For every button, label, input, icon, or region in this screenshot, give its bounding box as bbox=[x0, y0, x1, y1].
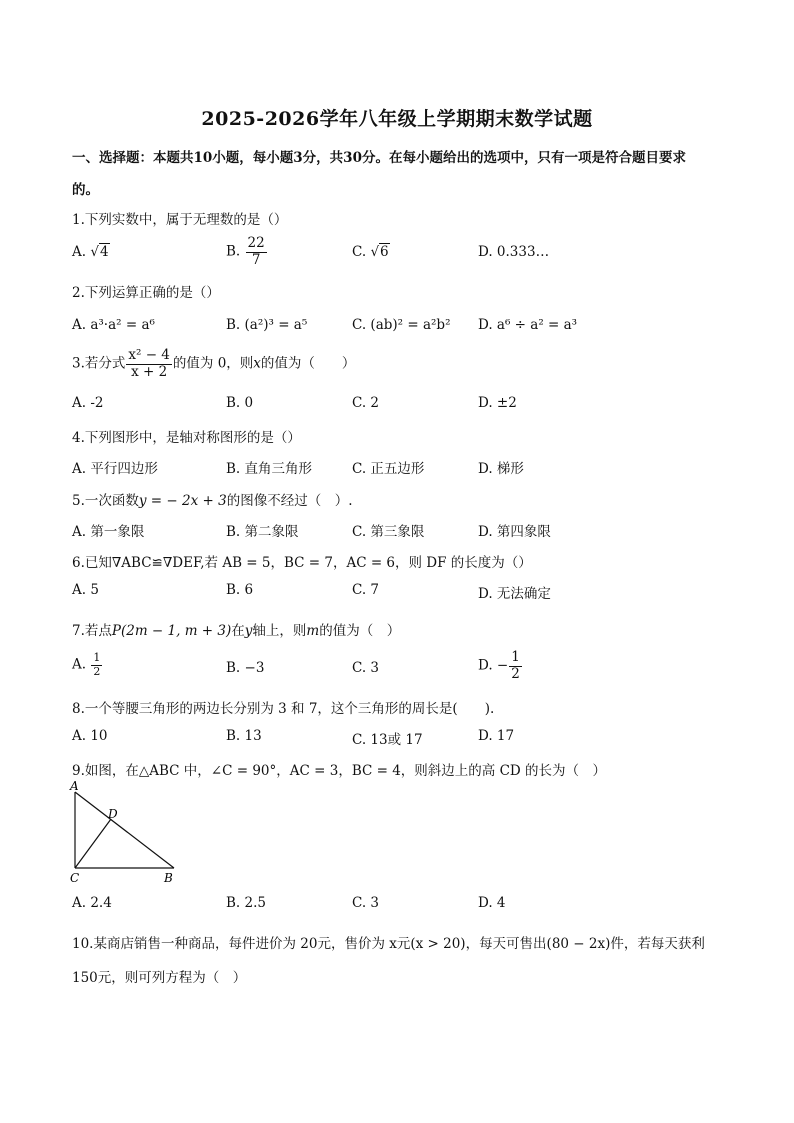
q7-option-a bbox=[72, 652, 103, 678]
q5-option-c: C. 第三象限 bbox=[352, 524, 425, 540]
q7-option-d-label: D. − bbox=[478, 657, 509, 674]
page-title: 2025-2026学年八年级上学期期末数学试题 bbox=[201, 108, 593, 130]
question-3 bbox=[72, 348, 355, 380]
q6-option-b: B. 6 bbox=[226, 582, 254, 598]
q7-point-expression: P(2m − 1, m + 3) bbox=[111, 623, 232, 639]
q7-option-d-fraction bbox=[509, 650, 522, 682]
q1-option-a-label: A. bbox=[72, 244, 87, 260]
q5-stem-post: 的图像不经过（ ）. bbox=[226, 493, 353, 509]
q7-stem-post: 轴上，则 bbox=[252, 623, 307, 639]
q9-option-d: D. 4 bbox=[478, 895, 506, 911]
label-a: A bbox=[70, 780, 79, 793]
q4-option-b: B. 直角三角形 bbox=[226, 461, 313, 477]
question-10-cont: 150元，则可列方程为（ ） bbox=[72, 970, 247, 986]
q6-option-d: D. 无法确定 bbox=[478, 586, 551, 602]
label-c: C bbox=[70, 871, 80, 885]
q1-option-c-label: C. bbox=[352, 244, 367, 260]
q8-option-b: B. 13 bbox=[226, 728, 262, 744]
q3-option-b: B. 0 bbox=[226, 395, 254, 411]
q4-option-a: A. 平行四边形 bbox=[72, 461, 158, 477]
q7-option-a-label: A. bbox=[72, 656, 87, 673]
label-b: B bbox=[164, 871, 173, 885]
q1-option-b-label: B. bbox=[226, 243, 241, 260]
question-6: 6.已知∇ABC≌∇DEF,若 AB = 5，BC = 7，AC = 6，则 DF 的长度为（） bbox=[72, 555, 532, 571]
section-1-instructions-cont: 的。 bbox=[72, 182, 99, 198]
question-9: 9.如图，在△ABC 中，∠C = 90°，AC = 3，BC = 4，则斜边上的高 CD 的长为（ ） bbox=[72, 763, 607, 779]
q5-option-a: A. 第一象限 bbox=[72, 524, 145, 540]
q9-option-a: A. 2.4 bbox=[72, 895, 112, 911]
q8-option-a: A. 10 bbox=[72, 728, 108, 744]
q2-option-a: A. a³·a² = a⁶ bbox=[72, 317, 155, 333]
question-7 bbox=[72, 619, 400, 639]
q1-option-c-radicand: 6 bbox=[380, 244, 389, 260]
fraction-denominator: 7 bbox=[251, 251, 261, 268]
q3-variable: x bbox=[253, 355, 261, 372]
q9-option-c: C. 3 bbox=[352, 895, 380, 911]
q5-option-d: D. 第四象限 bbox=[478, 524, 551, 540]
altitude-cd bbox=[75, 819, 111, 868]
q3-option-c: C. 2 bbox=[352, 395, 380, 411]
q8-option-c: C. 13或 17 bbox=[352, 732, 423, 748]
fraction-numerator: x² − 4 bbox=[128, 347, 170, 363]
section-1-instructions: 一、选择题：本题共10小题，每小题3分，共30分。在每小题给出的选项中，只有一项是符合题目要求 bbox=[72, 150, 686, 166]
q6-option-a: A. 5 bbox=[72, 582, 99, 598]
question-5 bbox=[72, 489, 353, 509]
label-d: D bbox=[108, 807, 118, 821]
triangle-figure bbox=[66, 780, 186, 890]
q2-option-b: B. (a²)³ = a⁵ bbox=[226, 317, 308, 333]
question-8: 8.一个等腰三角形的两边长分别为 3 和 7，这个三角形的周长是( ). bbox=[72, 701, 495, 717]
q6-option-c: C. 7 bbox=[352, 582, 380, 598]
fraction-denominator: 2 bbox=[93, 664, 101, 678]
q1-option-a bbox=[72, 244, 110, 260]
q7-option-c: C. 3 bbox=[352, 660, 380, 676]
q5-option-b: B. 第二象限 bbox=[226, 524, 299, 540]
fraction-numerator: 22 bbox=[247, 235, 265, 251]
q7-option-d bbox=[478, 650, 523, 682]
side-ab bbox=[75, 792, 174, 868]
q5-stem-pre: 5.一次函数 bbox=[72, 493, 139, 509]
q3-stem-post: 的值为 0，则 bbox=[172, 355, 254, 372]
q7-option-b: B. −3 bbox=[226, 660, 265, 676]
q4-option-c: C. 正五边形 bbox=[352, 461, 425, 477]
q5-expression: y = − 2x + 3 bbox=[138, 493, 227, 509]
fraction-denominator: x + 2 bbox=[131, 363, 168, 380]
q8-option-d: D. 17 bbox=[478, 728, 515, 744]
q3-option-d: D. ±2 bbox=[478, 395, 517, 411]
question-1: 1.下列实数中，属于无理数的是（） bbox=[72, 212, 288, 228]
sqrt-symbol: √6 bbox=[370, 244, 389, 260]
question-10: 10.某商店销售一种商品，每件进价为 20元，售价为 x元(x > 20)，每天可售出(80 − 2x)件，若每天获利 bbox=[72, 936, 705, 952]
question-4: 4.下列图形中，是轴对称图形的是（） bbox=[72, 430, 301, 446]
q1-option-d: D. 0.333… bbox=[478, 244, 550, 260]
fraction-denominator: 2 bbox=[511, 665, 520, 682]
q4-option-d: D. 梯形 bbox=[478, 461, 524, 477]
sqrt-symbol: √4 bbox=[90, 244, 109, 260]
fraction-numerator: 1 bbox=[93, 651, 101, 664]
q7-stem-pre: 7.若点 bbox=[72, 623, 112, 639]
q3-option-a: A. -2 bbox=[72, 395, 104, 411]
q3-stem-pre: 3.若分式 bbox=[72, 355, 126, 372]
q2-option-d: D. a⁶ ÷ a² = a³ bbox=[478, 317, 578, 333]
q7-stem-mid: 在 bbox=[231, 623, 245, 639]
fraction-numerator: 1 bbox=[511, 649, 520, 665]
question-2: 2.下列运算正确的是（） bbox=[72, 285, 220, 301]
q9-option-b: B. 2.5 bbox=[226, 895, 266, 911]
q1-option-a-radicand: 4 bbox=[99, 244, 109, 260]
q7-option-a-fraction bbox=[91, 652, 102, 678]
q3-fraction bbox=[126, 348, 172, 380]
q7-stem-tail: 的值为（ ） bbox=[319, 623, 401, 639]
q1-option-b-fraction bbox=[246, 236, 267, 268]
q1-option-c bbox=[352, 244, 390, 260]
q7-variable: m bbox=[306, 623, 320, 639]
q1-option-b bbox=[226, 236, 268, 268]
q3-stem-tail: 的值为（ ） bbox=[260, 355, 356, 372]
q2-option-c: C. (ab)² = a²b² bbox=[352, 317, 451, 333]
q7-axis-variable: y bbox=[244, 623, 253, 639]
